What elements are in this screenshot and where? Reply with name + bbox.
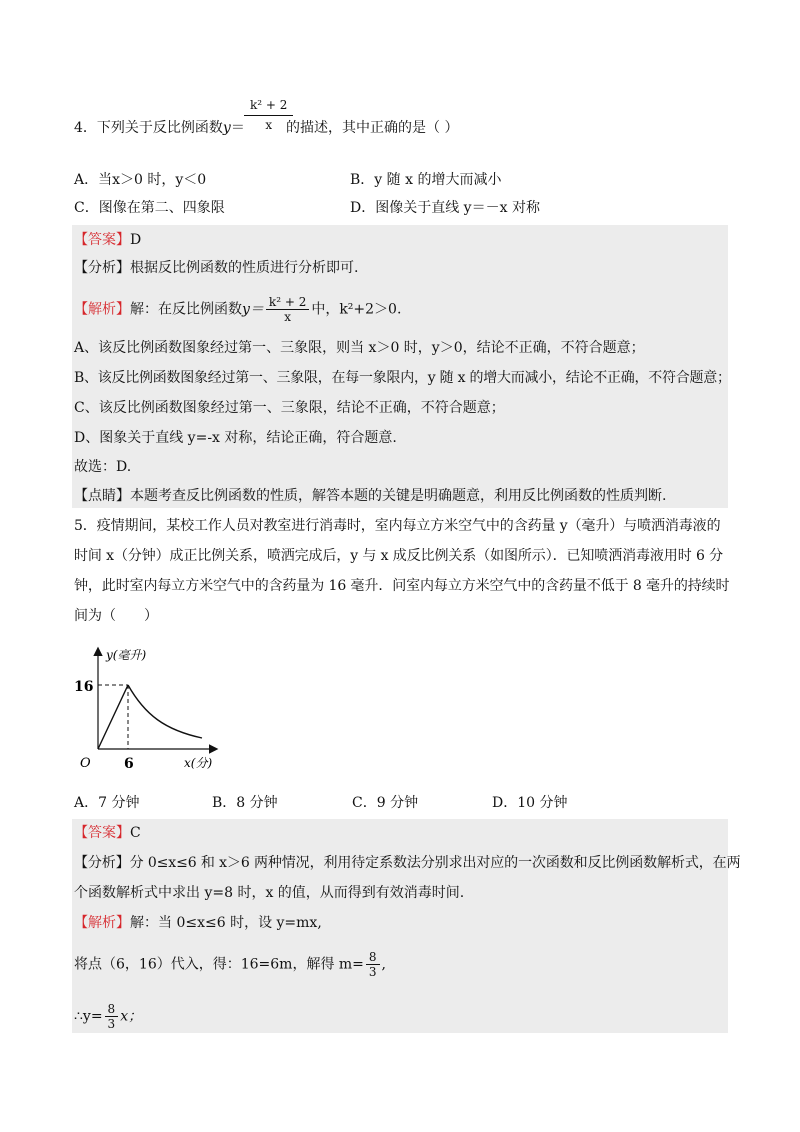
- q5-stem-line-3: 钟，此时室内每立方米空气中的含药量为 16 毫升．问室内每立方米空气中的含药量不低于 8 毫升的持续时: [74, 578, 730, 594]
- q4-analysis-text: 根据反比例函数的性质进行分析即可.: [130, 260, 359, 276]
- q4-option-d-letter: D．: [350, 200, 376, 216]
- q4-stem-prefix: 4．下列关于反比例函数: [74, 120, 223, 136]
- q5-graph-origin-label: O: [80, 756, 91, 771]
- q4-comment: [74, 486, 666, 506]
- q4-option-c: [74, 198, 225, 218]
- q4-stem-y: y: [222, 120, 231, 136]
- q4-solution-frac-den: x: [284, 310, 292, 324]
- q4-answer-value: D: [130, 232, 142, 248]
- q5-solution-line-3: [74, 1002, 142, 1031]
- q4-option-d: [350, 198, 540, 218]
- q4-stem-eq: ＝: [230, 120, 245, 136]
- q5-solution-2-frac-num: 8: [366, 950, 380, 965]
- q5-solution-2-post: ,: [381, 956, 386, 973]
- q4-analysis-tag: 【分析】: [74, 260, 130, 276]
- q4-option-b: [350, 170, 501, 190]
- q5-analysis-line-1: [74, 853, 740, 873]
- q4-solution-frac-num: k² + 2: [266, 295, 309, 310]
- q5-analysis-line-2: 个函数解析式中求出 y=8 时，x 的值，从而得到有效消毒时间.: [74, 885, 465, 901]
- q4-fraction-numerator: k² + 2: [244, 98, 293, 116]
- q4-option-d-text: 图像关于直线 y＝－x 对称: [375, 200, 540, 216]
- q5-stem-line-1: 5．疫情期间，某校工作人员对教室进行消毒时，室内每立方米空气中的含药量 y（毫升）与喷洒消毒液的: [74, 518, 721, 534]
- q4-option-a-text: x＞0 时，y＜0: [112, 172, 207, 188]
- q5-stem-line-2: 时间 x（分钟）成正比例关系，喷洒完成后，y 与 x 成反比例关系（如图所示）．已知喷洒消毒液用时 6 分: [74, 548, 724, 564]
- q4-option-a: [74, 170, 206, 190]
- q5-answer-tag: 【答案】: [74, 825, 130, 841]
- q4-comment-text: 本题考查反比例函数的性质，解答本题的关键是明确题意，利用反比例函数的性质判断.: [130, 488, 667, 504]
- q4-answer: [74, 230, 141, 250]
- q4-answer-tag: 【答案】: [74, 232, 130, 248]
- q5-answer-value: C: [130, 825, 141, 841]
- q5-solution-3-frac-den: 3: [107, 1017, 116, 1031]
- q4-solution-y: y＝: [242, 301, 264, 318]
- q4-stem-suffix: 的描述，其中正确的是（ ）: [286, 120, 459, 136]
- q5-solution-line-1: [74, 913, 322, 933]
- q4-choose: 故选：D.: [74, 459, 132, 475]
- q4-comment-tag: 【点睛】: [74, 488, 130, 504]
- q5-solution-3-pre: ∴y=: [74, 1008, 103, 1025]
- q4-solution-c: C、该反比例函数图象经过第一、三象限，结论不正确，不符合题意；: [74, 400, 505, 416]
- q4-analysis: [74, 258, 358, 278]
- q5-solution-2-frac-den: 3: [368, 965, 377, 979]
- q5-graph-x-label: x(分): [184, 756, 213, 770]
- q4-option-b-text: y 随 x 的增大而减小: [374, 172, 502, 188]
- q4-solution-post: 中，k²+2＞0.: [311, 301, 402, 318]
- q5-graph-peak-x-label: 6: [124, 756, 134, 772]
- q4-option-c-text: 图像在第二、四象限: [98, 200, 225, 216]
- q5-graph: [70, 645, 220, 775]
- q4-stem: [74, 118, 245, 138]
- q4-solution-b: B、该反比例函数图象经过第一、三象限，在每一象限内，y 随 x 的增大而减小，结论不正确，不符合题意；: [74, 370, 731, 386]
- q5-solution-3-frac-num: 8: [105, 1002, 119, 1017]
- q4-solution-pre: 解：在反比例函数: [130, 301, 242, 318]
- q4-option-c-letter: C．: [74, 200, 99, 216]
- q5-solution-text-1: 解：当 0≤x≤6 时，设 y=mx,: [130, 915, 322, 931]
- q5-option-c: C．9 分钟: [352, 795, 419, 811]
- q4-solution-d: D、图象关于直线 y=-x 对称，结论正确，符合题意.: [74, 430, 397, 446]
- q5-solution-3-fraction: [105, 1002, 119, 1031]
- q4-fraction-denominator: x: [265, 118, 273, 132]
- q4-option-b-letter: B．: [350, 172, 375, 188]
- q5-solution-2-pre: 将点（6，16）代入，得：16=6m，解得 m=: [74, 956, 364, 973]
- q5-stem-line-4: 间为（ ）: [74, 608, 158, 624]
- q5-answer: [74, 823, 141, 843]
- q5-option-b: B．8 分钟: [212, 795, 278, 811]
- q5-analysis-text-1: 分 0≤x≤6 和 x＞6 两种情况，利用待定系数法分别求出对应的一次函数和反比例函数解析式，在两: [129, 855, 741, 871]
- q5-graph-linear-segment: [98, 685, 128, 749]
- q5-option-a: A．7 分钟: [74, 795, 140, 811]
- q4-solution-a: A、该反比例函数图象经过第一、三象限，则当 x＞0 时，y＞0，结论不正确，不符合题意；: [74, 340, 645, 356]
- q4-solution-intro: [74, 295, 401, 324]
- q5-graph-peak-y-label: 16: [74, 679, 94, 695]
- q4-solution-tag: 【解析】: [74, 301, 130, 318]
- q4-solution-fraction: [266, 295, 309, 324]
- q5-analysis-tag: 【分析】: [74, 855, 130, 871]
- q5-solution-2-fraction: [366, 950, 380, 979]
- q5-graph-inverse-curve: [128, 685, 202, 738]
- q5-graph-y-label: y(毫升): [106, 648, 147, 662]
- q5-option-d: D．10 分钟: [492, 795, 568, 811]
- q5-solution-3-post: x；: [120, 1008, 143, 1025]
- q5-solution-tag: 【解析】: [74, 915, 130, 931]
- q5-solution-line-2: [74, 950, 386, 979]
- q4-option-a-letter: A．当: [74, 172, 113, 188]
